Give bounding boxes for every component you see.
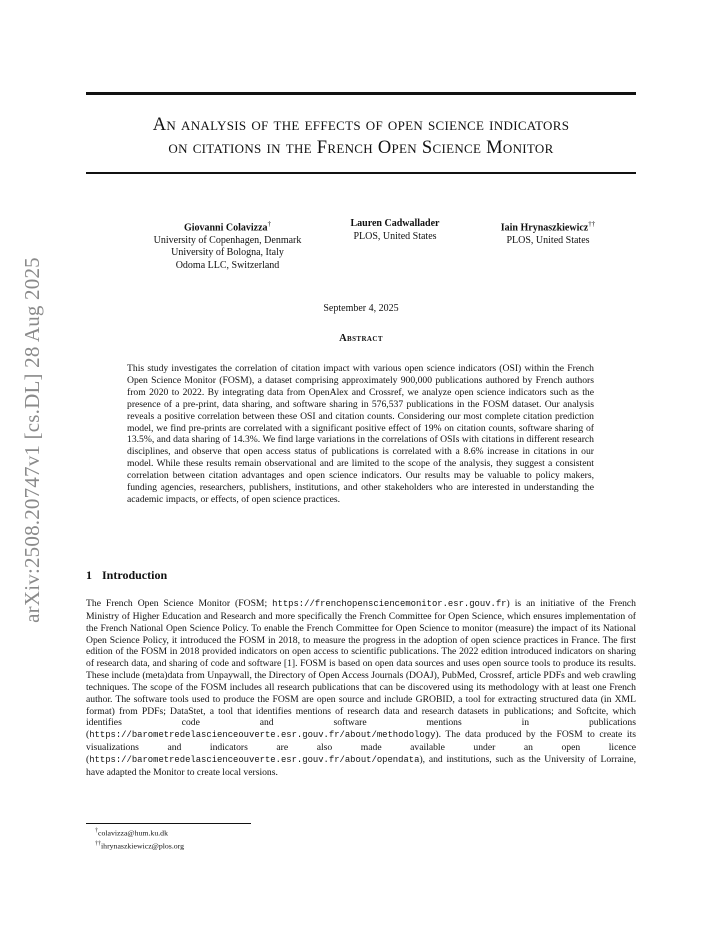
author-affiliation: Odoma LLC, Switzerland (175, 259, 280, 271)
opendata-url-link[interactable]: https://barometredelascienceouverte.esr.gouv.fr/about/opendata (89, 754, 420, 765)
footnote-item (95, 826, 184, 839)
fosm-url-link[interactable]: https://frenchopensciencemonitor.esr.gouv.fr (272, 599, 507, 609)
intro-text: The French Open Science Monitor (FOSM; (86, 598, 268, 609)
author-block-colavizza (140, 218, 315, 272)
author-footnote-mark: †† (588, 220, 596, 228)
author-affiliation: University of Bologna, Italy (171, 247, 284, 259)
author-affiliation: PLOS, United States (506, 234, 590, 246)
paper-title-line-1: An analysis of the effects of open science indicators (152, 115, 570, 135)
section-heading (86, 568, 167, 583)
abstract-text: This study investigates the correlation of citation impact with various open science indicators (OSI) within the French Open Science Monitor (FOSM), a dataset comprising approximately 900,000 publications authored by French authors from 2020 to 2022. By integrating data from OpenAlex and Crossref, we analyze open science indicators such as the presence of a pre-print, data sharing, and software sharing in 576,537 publications in the FOSM dataset. Our analysis reveals a positive correlation between these OSI and citation counts. Considering our most complete citation prediction model, we find pre-prints are correlated with a significant positive effect of 19% on citation counts, software sharing of 13.5%, and data sharing of 14.3%. We find large variations in the correlations of OSIs with citations in different research disciplines, and observe that open access status of publications is correlated with a 8.6% increase in citations in our model. While these results remain observational and are limited to the scope of the analysis, they suggest a consistent correlation between citation advantages and open science indicators. Our results may be valuable to policy makers, funding agencies, researchers, publishers, institutions, and other stakeholders who are interested in understanding the academic impacts, or effects, of open science practices. (127, 363, 594, 505)
author-name: Giovanni Colavizza (183, 222, 268, 234)
arxiv-identifier: arXiv:2508.20747v1 [cs.DL] 28 Aug 2025 (20, 257, 44, 623)
paper-title-line-2: on citations in the French Open Science Monitor (168, 138, 554, 158)
introduction-paragraph (86, 598, 636, 779)
author-name: Iain Hrynaszkiewicz (500, 222, 589, 234)
footnote-mark: †† (95, 841, 101, 848)
footnotes (95, 826, 184, 852)
author-block-cadwallader (325, 218, 465, 243)
author-affiliation: PLOS, United States (353, 230, 437, 242)
section-number: 1 (86, 568, 92, 582)
title-rule-bottom (86, 172, 636, 174)
footnote-email: ihrynaszkiewicz@plos.org (101, 841, 185, 851)
abstract-heading: Abstract (339, 333, 383, 344)
footnote-email: colavizza@hum.ku.dk (98, 828, 168, 838)
section-title: Introduction (102, 568, 168, 582)
footnote-mark: † (95, 828, 98, 834)
author-name: Lauren Cadwallader (350, 218, 440, 229)
author-block-hrynaszkiewicz (478, 218, 618, 247)
author-affiliation: University of Copenhagen, Denmark (153, 234, 302, 246)
intro-text: ), and institutions, such as the University of Lorraine, have adapted the Monitor to create local versions. (86, 753, 636, 778)
publication-date: September 4, 2025 (323, 303, 399, 314)
footnote-item (95, 839, 184, 852)
intro-text: ) is an initiative of the French Ministry of Higher Education and Research and more specifically the French Committee for Open Science, which ensures implementation of the French National Open Science Policy. To enable the French Committee for Open Science to monitor (measure) the impact of its National Open Science Policy, it introduced the FOSM in 2018, to measure the progress in the adoption of open science practices in France. The first edition of the FOSM in 2018 provided indicators on open access to scientific publications. The 2022 edition introduced indicators on sharing of research data, and sharing of code and software [1]. FOSM is based on open data sources and uses open source tools to produce its results. These include (meta)data from Unpaywall, the Directory of Open Access Journals (DOAJ), PubMed, Crossref, article PDFs and web crawling techniques. The scope of the FOSM includes all research publications that can be discovered using its methodology with at least one French author. The software tools used to produce the FOSM are open source and include GROBID, a tool for extracting structured data (in XML format) from PDFs; DataStet, a tool that identifies mentions of research data and research datasets in publications; and Softcite, which identifies code and software mentions in publications ( (86, 598, 636, 741)
footnote-rule (86, 823, 251, 824)
title-rule-top (86, 92, 636, 95)
paper-title (86, 114, 636, 160)
methodology-url-link[interactable]: https://barometredelascienceouverte.esr.gouv.fr/about/methodology (89, 730, 436, 741)
author-footnote-mark: † (267, 220, 272, 228)
intro-text: ). The data produced by the FOSM to create its visualizations and indicators are also made available under an open licence ( (86, 729, 636, 765)
